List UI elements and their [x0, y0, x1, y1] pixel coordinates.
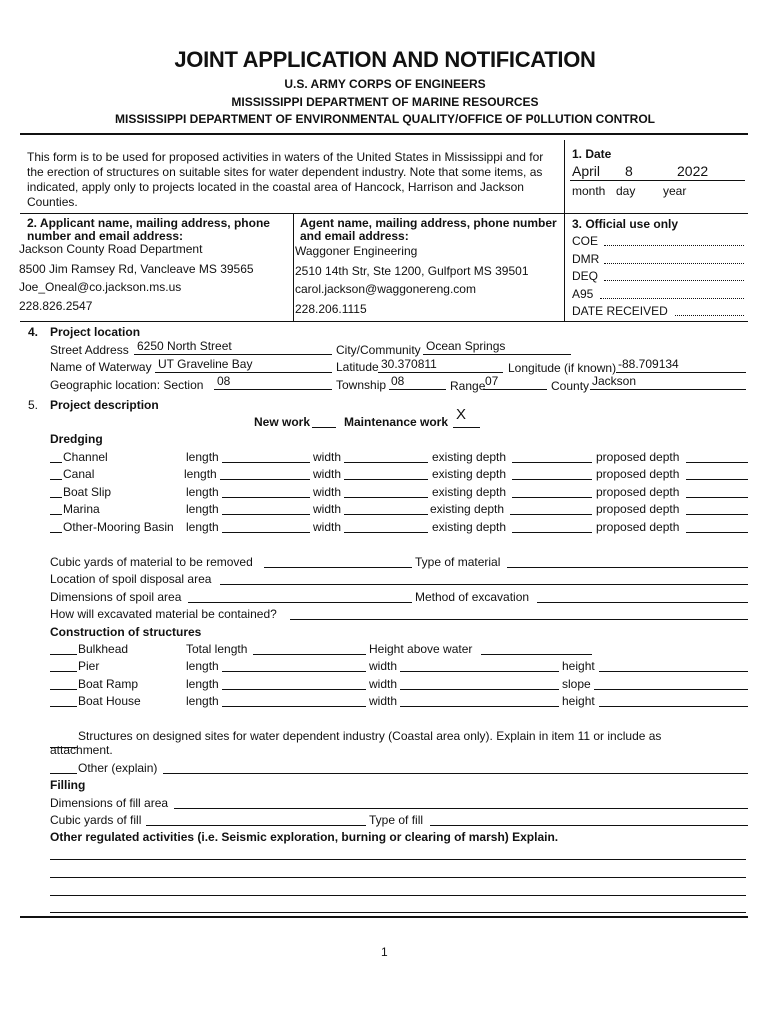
- boat-ramp-length-field[interactable]: [222, 689, 366, 690]
- other-explain-field[interactable]: [163, 773, 748, 774]
- other-mooring-length-field[interactable]: [222, 532, 310, 533]
- page-number: 1: [381, 945, 388, 959]
- other-explain-check[interactable]: [50, 773, 77, 774]
- marina-proposed-depth-label: proposed depth: [596, 502, 680, 516]
- new-work-label: New work: [254, 415, 311, 429]
- other-mooring-proposed-depth-field[interactable]: [686, 532, 748, 533]
- boat-house-length-label: length: [186, 694, 219, 708]
- range-label: Range: [450, 379, 486, 393]
- filling-heading: Filling: [50, 778, 86, 792]
- agent-email[interactable]: carol.jackson@waggonereng.com: [295, 282, 476, 296]
- bulkhead-total-length-field[interactable]: [253, 654, 366, 655]
- applicant-agent-divider: [293, 213, 294, 322]
- pier-label: Pier: [78, 659, 100, 673]
- channel-width-label: width: [313, 450, 342, 464]
- fill-dimensions-label: Dimensions of fill area: [50, 796, 169, 810]
- structures-text-2: attachment.: [50, 743, 113, 757]
- range-value[interactable]: 07: [485, 374, 499, 388]
- boat-house-height-field[interactable]: [599, 706, 748, 707]
- bulkhead-check[interactable]: [50, 654, 77, 655]
- boat-house-check[interactable]: [50, 706, 77, 707]
- spoil-location-label: Location of spoil disposal area: [50, 572, 212, 586]
- construction-heading: Construction of structures: [50, 625, 202, 639]
- section-2-top-rule: [20, 213, 748, 214]
- agent-name[interactable]: Waggoner Engineering: [295, 244, 418, 258]
- form-title: JOINT APPLICATION AND NOTIFICATION: [174, 47, 596, 72]
- type-material-label: Type of material: [415, 555, 501, 569]
- section-5-number: 5.: [28, 398, 39, 412]
- canal-proposed-depth-field[interactable]: [686, 479, 748, 480]
- excavation-method-field[interactable]: [537, 602, 748, 603]
- maintenance-work-mark[interactable]: X: [456, 406, 467, 423]
- other-regulated-line-3[interactable]: [50, 895, 746, 896]
- year-label: year: [663, 184, 687, 198]
- canal-width-label: width: [313, 467, 342, 481]
- applicant-email[interactable]: Joe_Oneal@co.jackson.ms.us: [19, 280, 182, 294]
- applicant-address[interactable]: 8500 Jim Ramsey Rd, Vancleave MS 39565: [19, 262, 254, 276]
- fill-dimensions-field[interactable]: [174, 808, 748, 809]
- township-value[interactable]: 08: [391, 374, 405, 388]
- boat-ramp-check[interactable]: [50, 689, 77, 690]
- section-4-top-rule: [20, 321, 748, 322]
- street-address-line: [134, 354, 332, 355]
- height-above-water-label: Height above water: [369, 642, 473, 656]
- boat-ramp-label: Boat Ramp: [78, 677, 139, 691]
- agent-address[interactable]: 2510 14th Str, Ste 1200, Gulfport MS 39501: [295, 264, 529, 278]
- marina-existing-depth-field[interactable]: [510, 514, 592, 515]
- right-column-divider: [564, 140, 565, 322]
- pier-height-field[interactable]: [599, 671, 748, 672]
- boat-slip-label: Boat Slip: [63, 485, 112, 499]
- boat-slip-length-field[interactable]: [222, 497, 310, 498]
- agency-line-2: MISSISSIPPI DEPARTMENT OF MARINE RESOURCES: [231, 95, 539, 109]
- latitude-label: Latitude: [336, 360, 379, 374]
- date-underline: [570, 180, 745, 181]
- boat-slip-proposed-depth-field[interactable]: [686, 497, 748, 498]
- other-regulated-line-4[interactable]: [50, 912, 746, 913]
- deq-label: DEQ: [572, 269, 599, 283]
- other-mooring-label: Other-Mooring Basin: [63, 520, 174, 534]
- boat-house-length-field[interactable]: [222, 706, 366, 707]
- other-mooring-length-label: length: [186, 520, 219, 534]
- excavation-method-label: Method of excavation: [415, 590, 530, 604]
- other-mooring-width-field[interactable]: [344, 532, 428, 533]
- pier-length-label: length: [186, 659, 219, 673]
- applicant-label-1: 2. Applicant name, mailing address, phone: [27, 216, 270, 230]
- cubic-yards-field[interactable]: [264, 567, 412, 568]
- dmr-field[interactable]: [604, 263, 744, 264]
- top-rule: [20, 133, 748, 135]
- street-address-label: Street Address: [50, 343, 129, 357]
- marina-check[interactable]: [50, 514, 62, 515]
- maintenance-work-label: Maintenance work: [344, 415, 449, 429]
- marina-width-label: width: [313, 502, 342, 516]
- maintenance-work-field: [453, 427, 480, 428]
- boat-house-width-field[interactable]: [400, 706, 559, 707]
- boat-house-width-label: width: [369, 694, 398, 708]
- fill-type-label: Type of fill: [369, 813, 424, 827]
- channel-existing-depth-label: existing depth: [432, 450, 507, 464]
- pier-width-label: width: [369, 659, 398, 673]
- contained-label: How will excavated material be contained?: [50, 607, 277, 621]
- boat-house-label: Boat House: [78, 694, 141, 708]
- fill-cubic-field[interactable]: [146, 825, 366, 826]
- pier-height-label: height: [562, 659, 595, 673]
- bulkhead-label: Bulkhead: [78, 642, 129, 656]
- type-material-field[interactable]: [507, 567, 748, 568]
- longitude-line: [616, 372, 746, 373]
- structures-text-1: Structures on designed sites for water dependent industry (Coastal area only). Explain in item 11 or include as: [78, 729, 662, 743]
- boat-slip-existing-depth-field[interactable]: [512, 497, 592, 498]
- township-line: [389, 389, 446, 390]
- a95-field[interactable]: [600, 298, 744, 299]
- day-label: day: [616, 184, 636, 198]
- channel-check[interactable]: [50, 462, 62, 463]
- dmr-label: DMR: [572, 252, 600, 266]
- bulkhead-total-length-label: Total length: [186, 642, 248, 656]
- marina-proposed-depth-field[interactable]: [686, 514, 748, 515]
- canal-existing-depth-label: existing depth: [432, 467, 507, 481]
- channel-length-field[interactable]: [222, 462, 310, 463]
- deq-field[interactable]: [604, 280, 744, 281]
- boat-ramp-length-label: length: [186, 677, 219, 691]
- date-received-label: DATE RECEIVED: [572, 304, 668, 318]
- city-value[interactable]: Ocean Springs: [426, 339, 506, 353]
- pier-width-field[interactable]: [400, 671, 559, 672]
- geographic-location-label: Geographic location: Section: [50, 378, 204, 392]
- section-4-heading: Project location: [50, 325, 141, 339]
- date-year[interactable]: 2022: [677, 163, 709, 179]
- channel-existing-depth-field[interactable]: [512, 462, 592, 463]
- applicant-phone[interactable]: 228.826.2547: [19, 299, 93, 313]
- marina-length-label: length: [186, 502, 219, 516]
- other-mooring-proposed-depth-label: proposed depth: [596, 520, 680, 534]
- boat-slip-proposed-depth-label: proposed depth: [596, 485, 680, 499]
- marina-label: Marina: [63, 502, 100, 516]
- date-label: 1. Date: [572, 147, 612, 161]
- section-5-heading: Project description: [50, 398, 159, 412]
- channel-proposed-depth-field[interactable]: [686, 462, 748, 463]
- coe-label: COE: [572, 234, 599, 248]
- county-value[interactable]: Jackson: [592, 374, 637, 388]
- official-use-label: 3. Official use only: [572, 217, 679, 231]
- boat-ramp-width-field[interactable]: [400, 689, 559, 690]
- date-month[interactable]: April: [572, 163, 601, 179]
- other-regulated-label: Other regulated activities (i.e. Seismic exploration, burning or clearing of marsh) Explain.: [50, 830, 559, 844]
- canal-check[interactable]: [50, 479, 62, 480]
- pier-check[interactable]: [50, 671, 77, 672]
- other-mooring-check[interactable]: [50, 532, 62, 533]
- boat-slip-width-label: width: [313, 485, 342, 499]
- boat-slip-length-label: length: [186, 485, 219, 499]
- channel-label: Channel: [63, 450, 108, 464]
- waterway-line: [155, 372, 332, 373]
- boat-ramp-slope-field[interactable]: [594, 689, 748, 690]
- latitude-line: [378, 372, 503, 373]
- street-address-value[interactable]: 6250 North Street: [137, 339, 232, 353]
- boat-slip-check[interactable]: [50, 497, 62, 498]
- channel-proposed-depth-label: proposed depth: [596, 450, 680, 464]
- dredging-heading: Dredging: [50, 432, 103, 446]
- latitude-value[interactable]: 30.370811: [381, 357, 437, 371]
- month-label: month: [572, 184, 606, 198]
- fill-type-field[interactable]: [430, 825, 748, 826]
- agency-line-3: MISSISSIPPI DEPARTMENT OF ENVIRONMENTAL QUALITY/OFFICE OF P0LLUTION CONTROL: [114, 112, 655, 126]
- agent-phone[interactable]: 228.206.1115: [295, 302, 367, 316]
- longitude-label: Longitude (if known): [508, 361, 617, 375]
- boat-house-height-label: height: [562, 694, 595, 708]
- marina-length-field[interactable]: [222, 514, 310, 515]
- agent-label-1: Agent name, mailing address, phone number: [300, 216, 557, 230]
- spoil-location-field[interactable]: [220, 584, 748, 585]
- section-4-number: 4.: [28, 325, 39, 339]
- canal-width-field[interactable]: [344, 479, 428, 480]
- other-explain-label: Other (explain): [78, 761, 158, 775]
- a95-label: A95: [572, 287, 594, 301]
- spoil-dimensions-label: Dimensions of spoil area: [50, 590, 182, 604]
- waterway-value[interactable]: UT Graveline Bay: [158, 357, 253, 371]
- other-mooring-width-label: width: [313, 520, 342, 534]
- boat-ramp-slope-label: slope: [562, 677, 591, 691]
- canal-length-label: length: [184, 467, 217, 481]
- canal-label: Canal: [63, 467, 95, 481]
- longitude-value[interactable]: -88.709134: [618, 357, 679, 371]
- date-received-field[interactable]: [675, 315, 744, 316]
- fill-cubic-label: Cubic yards of fill: [50, 813, 142, 827]
- range-line: [483, 389, 547, 390]
- city-label: City/Community: [336, 343, 421, 357]
- agent-label-2: and email address:: [300, 229, 409, 243]
- date-day[interactable]: 8: [625, 163, 633, 179]
- county-line: [590, 389, 746, 390]
- other-mooring-existing-depth-field[interactable]: [512, 532, 592, 533]
- bottom-rule: [20, 916, 748, 918]
- city-line: [423, 354, 571, 355]
- other-mooring-existing-depth-label: existing depth: [432, 520, 507, 534]
- spoil-dimensions-field[interactable]: [188, 602, 412, 603]
- coe-field[interactable]: [604, 245, 744, 246]
- marina-existing-depth-label: existing depth: [430, 502, 505, 516]
- applicant-label-2: number and email address:: [27, 229, 184, 243]
- new-work-field[interactable]: [312, 427, 336, 428]
- other-regulated-line-2[interactable]: [50, 877, 746, 878]
- section-line: [214, 389, 332, 390]
- canal-length-field[interactable]: [220, 479, 310, 480]
- county-label: County: [551, 379, 590, 393]
- applicant-name[interactable]: Jackson County Road Department: [19, 242, 203, 256]
- township-label: Township: [336, 378, 387, 392]
- canal-existing-depth-field[interactable]: [512, 479, 592, 480]
- channel-length-label: length: [186, 450, 219, 464]
- boat-slip-existing-depth-label: existing depth: [432, 485, 507, 499]
- intro-text: This form is to be used for proposed activities in waters of the United States in Mississippi and for the erection of structures on suitable sites for water dependent industry. Note that some items, as indicated, apply only to projects located in the coastal area of Hancock, Harrison and Jackson Counties.: [27, 150, 544, 209]
- marina-width-field[interactable]: [344, 514, 428, 515]
- contained-field[interactable]: [290, 619, 748, 620]
- other-regulated-line-1[interactable]: [50, 859, 746, 860]
- section-value[interactable]: 08: [217, 374, 231, 388]
- height-above-water-field[interactable]: [481, 654, 592, 655]
- pier-length-field[interactable]: [222, 671, 366, 672]
- boat-slip-width-field[interactable]: [344, 497, 428, 498]
- canal-proposed-depth-label: proposed depth: [596, 467, 680, 481]
- waterway-label: Name of Waterway: [50, 360, 152, 374]
- cubic-yards-label: Cubic yards of material to be removed: [50, 555, 253, 569]
- agency-line-1: U.S. ARMY CORPS OF ENGINEERS: [284, 77, 486, 91]
- boat-ramp-width-label: width: [369, 677, 398, 691]
- channel-width-field[interactable]: [344, 462, 428, 463]
